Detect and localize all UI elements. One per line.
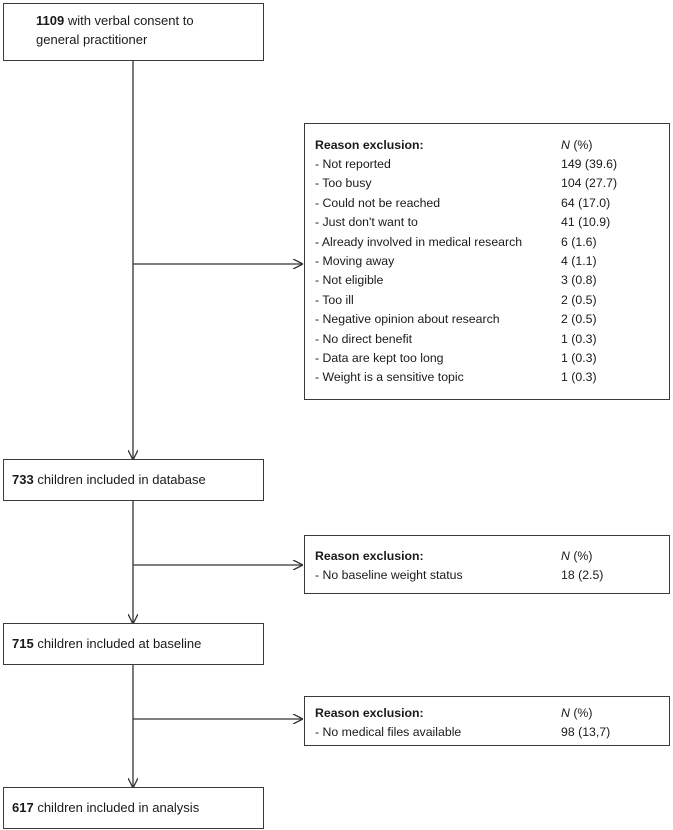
reason-label: - Weight is a sensitive topic <box>315 370 464 385</box>
table-row <box>315 329 617 348</box>
table-row <box>315 722 610 741</box>
pct-label: (%) <box>573 548 593 563</box>
box-included-database <box>3 459 264 501</box>
reason-value: 3 (0.8) <box>561 273 597 288</box>
reason-label: - Already involved in medical research <box>315 234 523 249</box>
reason-label: - No medical files available <box>315 725 462 740</box>
table-row <box>315 251 617 270</box>
reason-value: 41 (10.9) <box>561 215 611 230</box>
table-row <box>315 193 617 212</box>
table-row <box>315 348 617 367</box>
reason-value: 1 (0.3) <box>561 331 597 346</box>
n-label: N <box>561 137 570 152</box>
reason-label: - Just don't want to <box>315 215 418 230</box>
exclusion-1-header: Reason exclusion: <box>315 137 424 152</box>
reason-label: - Negative opinion about research <box>315 312 500 327</box>
text-included-baseline: children included at baseline <box>37 636 202 651</box>
table-row <box>315 290 617 309</box>
exclusion-2-n-header <box>561 546 603 565</box>
text-verbal-consent-line2: general practitioner <box>36 32 148 47</box>
box-exclusion-3 <box>304 696 670 746</box>
exclusion-3-table <box>315 703 610 742</box>
reason-value: 104 (27.7) <box>561 176 618 191</box>
reason-label: - Moving away <box>315 254 395 269</box>
reason-value: 64 (17.0) <box>561 195 611 210</box>
box-included-baseline <box>3 623 264 665</box>
box-exclusion-2 <box>304 535 670 594</box>
reason-label: - No baseline weight status <box>315 568 463 583</box>
count-included-database: 733 <box>12 472 34 487</box>
reason-value: 98 (13,7) <box>561 725 611 740</box>
box-included-analysis <box>3 787 264 829</box>
table-row <box>315 271 617 290</box>
reason-value: 2 (0.5) <box>561 292 597 307</box>
reason-label: - No direct benefit <box>315 331 413 346</box>
pct-label: (%) <box>573 705 593 720</box>
reason-value: 2 (0.5) <box>561 312 597 327</box>
reason-label: - Too busy <box>315 176 372 191</box>
count-verbal-consent: 1109 <box>36 13 65 28</box>
text-included-database: children included in database <box>37 472 206 487</box>
reason-label: - Data are kept too long <box>315 350 444 365</box>
exclusion-3-n-header <box>561 703 610 722</box>
table-row <box>315 310 617 329</box>
reason-value: 1 (0.3) <box>561 350 597 365</box>
text-included-analysis: children included in analysis <box>37 800 200 815</box>
exclusion-1-header-row <box>315 135 617 154</box>
exclusion-2-table <box>315 546 603 585</box>
exclusion-3-header-row <box>315 703 610 722</box>
exclusion-1-table <box>315 135 617 387</box>
reason-label: - Not reported <box>315 157 391 172</box>
reason-value: 18 (2.5) <box>561 568 604 583</box>
n-label: N <box>561 548 570 563</box>
reason-label: - Too ill <box>315 292 354 307</box>
exclusion-3-header: Reason exclusion: <box>315 705 424 720</box>
table-row <box>315 174 617 193</box>
box-verbal-consent <box>3 3 264 61</box>
table-row <box>315 213 617 232</box>
n-label: N <box>561 705 570 720</box>
table-row <box>315 565 603 584</box>
exclusion-1-n-header <box>561 135 617 154</box>
text-verbal-consent: with verbal consent to <box>67 13 194 28</box>
count-included-baseline: 715 <box>12 636 34 651</box>
reason-value: 6 (1.6) <box>561 234 597 249</box>
count-included-analysis: 617 <box>12 800 34 815</box>
table-row <box>315 368 617 387</box>
reason-value: 4 (1.1) <box>561 254 597 269</box>
table-row <box>315 232 617 251</box>
pct-label: (%) <box>573 137 593 152</box>
exclusion-2-header-row <box>315 546 603 565</box>
reason-label: - Could not be reached <box>315 195 441 210</box>
table-row <box>315 154 617 173</box>
exclusion-2-header: Reason exclusion: <box>315 548 424 563</box>
reason-value: 149 (39.6) <box>561 157 618 172</box>
reason-label: - Not eligible <box>315 273 384 288</box>
box-exclusion-1 <box>304 123 670 400</box>
reason-value: 1 (0.3) <box>561 370 597 385</box>
